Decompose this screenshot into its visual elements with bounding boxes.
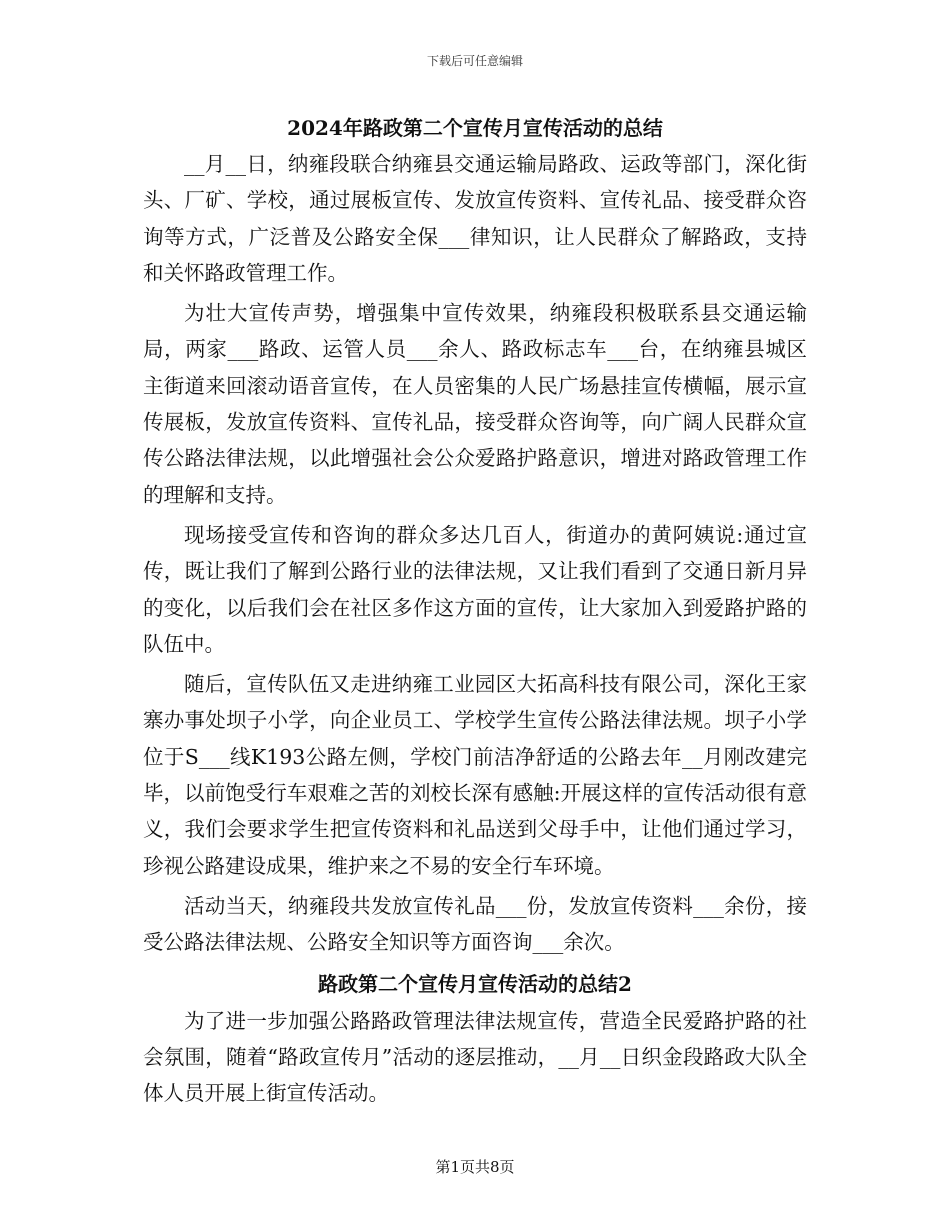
document-body xyxy=(143,110,807,1115)
paragraph-3: 现场接受宣传和咨询的群众多达几百人，街道办的黄阿姨说:通过宣传，既让我们了解到公路行业的法律法规，又让我们看到了交通日新月异的变化，以后我们会在社区多作这方面的宣传，让大家加入到爱路护路的队伍中。 xyxy=(143,522,807,656)
paragraph-4: 随后，宣传队伍又走进纳雍工业园区大拓高科技有限公司，深化王家寨办事处坝子小学，向企业员工、学校学生宣传公路法律法规。坝子小学位于S___线K193公路左侧，学校门前洁净舒适的公路去年__月刚改建完毕，以前饱受行车艰难之苦的刘校长深有感触:开展这样的宣传活动很有意义，我们会要求学生把宣传资料和礼品送到父母手中，让他们通过学习，珍视公路建设成果，维护来之不易的安全行车环境。 xyxy=(143,672,807,878)
header-note: 下载后可任意编辑 xyxy=(426,54,523,68)
paragraph-2: 为壮大宣传声势，增强集中宣传效果，纳雍段积极联系县交通运输局，两家___路政、运管人员___余人、路政标志车___台，在纳雍县城区主街道来回滚动语音宣传，在人员密集的人民广场悬挂宣传横幅，展示宣传展板，发放宣传资料、宣传礼品，接受群众咨询等，向广阔人民群众宣传公路法律法规，以此增强社会公众爱路护路意识，增进对路政管理工作的理解和支持。 xyxy=(143,301,807,507)
section-title-2: 路政第二个宣传月宣传活动的总结2 xyxy=(318,971,632,996)
document-title: 2024年路政第二个宣传月宣传活动的总结 xyxy=(287,116,663,140)
paragraph-1: __月__日，纳雍段联合纳雍县交通运输局路政、运政等部门，深化街头、厂矿、学校，通过展板宣传、发放宣传资料、宣传礼品、接受群众咨询等方式，广泛普及公路安全保___律知识，让人民群众了解路政，支持和关怀路政管理工作。 xyxy=(143,152,807,285)
page-number: 第1页共8页 xyxy=(435,1158,515,1176)
paragraph-6: 为了进一步加强公路路政管理法律法规宣传，营造全民爱路护路的社会氛围，随着“路政宣传月”活动的逐层推动，__月__日织金段路政大队全体人员开展上街宣传活动。 xyxy=(143,1008,807,1106)
paragraph-5: 活动当天，纳雍段共发放宣传礼品___份，发放宣传资料___余份，接受公路法律法规、公路安全知识等方面咨询___余次。 xyxy=(143,893,807,955)
